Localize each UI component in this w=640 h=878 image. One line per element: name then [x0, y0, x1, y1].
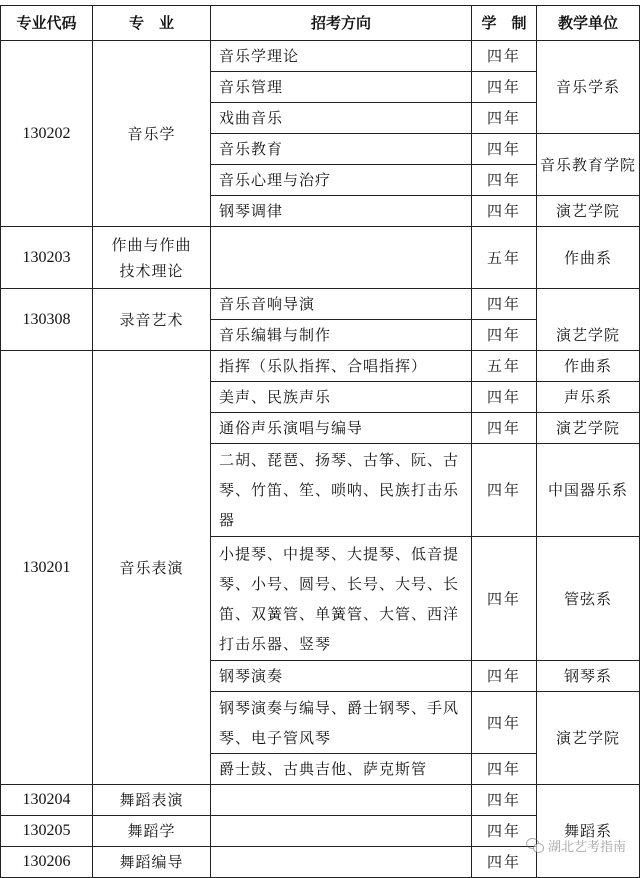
duration-cell: 五年	[472, 351, 537, 382]
unit-cell: 作曲系	[537, 227, 640, 289]
watermark	[526, 834, 626, 856]
direction-cell: 戏曲音乐	[211, 103, 472, 134]
duration-cell: 四年	[472, 320, 537, 351]
unit-cell: 钢琴系	[537, 661, 640, 692]
header-code: 专业代码	[1, 6, 93, 41]
unit-cell: 管弦系	[537, 537, 640, 661]
duration-cell: 四年	[472, 816, 537, 847]
duration-cell: 四年	[472, 537, 537, 661]
major-code: 130203	[1, 227, 93, 289]
direction-cell	[211, 847, 472, 878]
direction-cell: 音乐编辑与制作	[211, 320, 472, 351]
duration-cell: 四年	[472, 661, 537, 692]
unit-cell: 声乐系	[537, 382, 640, 413]
direction-cell: 音乐音响导演	[211, 289, 472, 320]
duration-cell: 四年	[472, 754, 537, 785]
major-name: 舞蹈表演	[93, 785, 211, 816]
direction-cell: 爵士鼓、古典吉他、萨克斯管	[211, 754, 472, 785]
duration-cell: 四年	[472, 847, 537, 878]
duration-cell: 四年	[472, 413, 537, 444]
direction-cell: 通俗声乐演唱与编导	[211, 413, 472, 444]
major-name: 舞蹈学	[93, 816, 211, 847]
direction-cell: 钢琴调律	[211, 196, 472, 227]
table-header-row	[1, 6, 640, 41]
duration-cell: 四年	[472, 41, 537, 72]
direction-cell: 音乐学理论	[211, 41, 472, 72]
table-row	[1, 351, 640, 382]
direction-cell: 指挥（乐队指挥、合唱指挥）	[211, 351, 472, 382]
duration-cell: 四年	[472, 134, 537, 165]
table-row	[1, 41, 640, 72]
watermark-text: 湖北艺考指南	[547, 839, 626, 855]
unit-cell: 演艺学院	[537, 692, 640, 785]
header-direction: 招考方向	[211, 6, 472, 41]
direction-cell	[211, 227, 472, 289]
direction-cell: 音乐心理与治疗	[211, 165, 472, 196]
major-code: 130202	[1, 41, 93, 227]
table-row	[1, 785, 640, 816]
direction-cell: 钢琴演奏	[211, 661, 472, 692]
duration-cell: 四年	[472, 103, 537, 134]
unit-cell: 演艺学院	[537, 413, 640, 444]
duration-cell: 四年	[472, 289, 537, 320]
direction-cell: 音乐教育	[211, 134, 472, 165]
duration-cell: 四年	[472, 382, 537, 413]
duration-cell: 四年	[472, 785, 537, 816]
major-code: 130204	[1, 785, 93, 816]
table-row	[1, 227, 640, 289]
unit-cell: 演艺学院	[537, 196, 640, 227]
duration-cell: 四年	[472, 444, 537, 537]
table-row	[1, 289, 640, 320]
major-code: 130206	[1, 847, 93, 878]
enrollment-table	[0, 5, 640, 878]
major-code: 130308	[1, 289, 93, 351]
major-name: 录音艺术	[93, 289, 211, 351]
duration-cell: 五年	[472, 227, 537, 289]
major-name: 作曲与作曲技术理论	[93, 227, 211, 289]
duration-cell: 四年	[472, 196, 537, 227]
header-major: 专 业	[93, 6, 211, 41]
header-unit: 教学单位	[537, 6, 640, 41]
direction-cell: 钢琴演奏与编导、爵士钢琴、手风琴、电子管风琴	[211, 692, 472, 754]
major-name: 音乐学	[93, 41, 211, 227]
direction-cell	[211, 816, 472, 847]
major-code: 130205	[1, 816, 93, 847]
unit-cell: 舞蹈系	[537, 785, 640, 878]
unit-cell: 作曲系	[537, 351, 640, 382]
direction-cell: 小提琴、中提琴、大提琴、低音提琴、小号、圆号、长号、大号、长笛、双簧管、单簧管、大管、西洋打击乐器、竖琴	[211, 537, 472, 661]
unit-cell: 音乐教育学院	[537, 134, 640, 196]
header-duration: 学 制	[472, 6, 537, 41]
unit-cell: 音乐学系	[537, 41, 640, 134]
direction-cell	[211, 785, 472, 816]
unit-cell: 演艺学院	[537, 289, 640, 351]
major-name: 音乐表演	[93, 351, 211, 785]
wechat-icon	[526, 838, 544, 852]
direction-cell: 二胡、琵琶、扬琴、古筝、阮、古琴、竹笛、笙、唢呐、民族打击乐器	[211, 444, 472, 537]
unit-cell: 中国器乐系	[537, 444, 640, 537]
direction-cell: 美声、民族声乐	[211, 382, 472, 413]
duration-cell: 四年	[472, 692, 537, 754]
duration-cell: 四年	[472, 72, 537, 103]
major-code: 130201	[1, 351, 93, 785]
major-name: 舞蹈编导	[93, 847, 211, 878]
direction-cell: 音乐管理	[211, 72, 472, 103]
duration-cell: 四年	[472, 165, 537, 196]
